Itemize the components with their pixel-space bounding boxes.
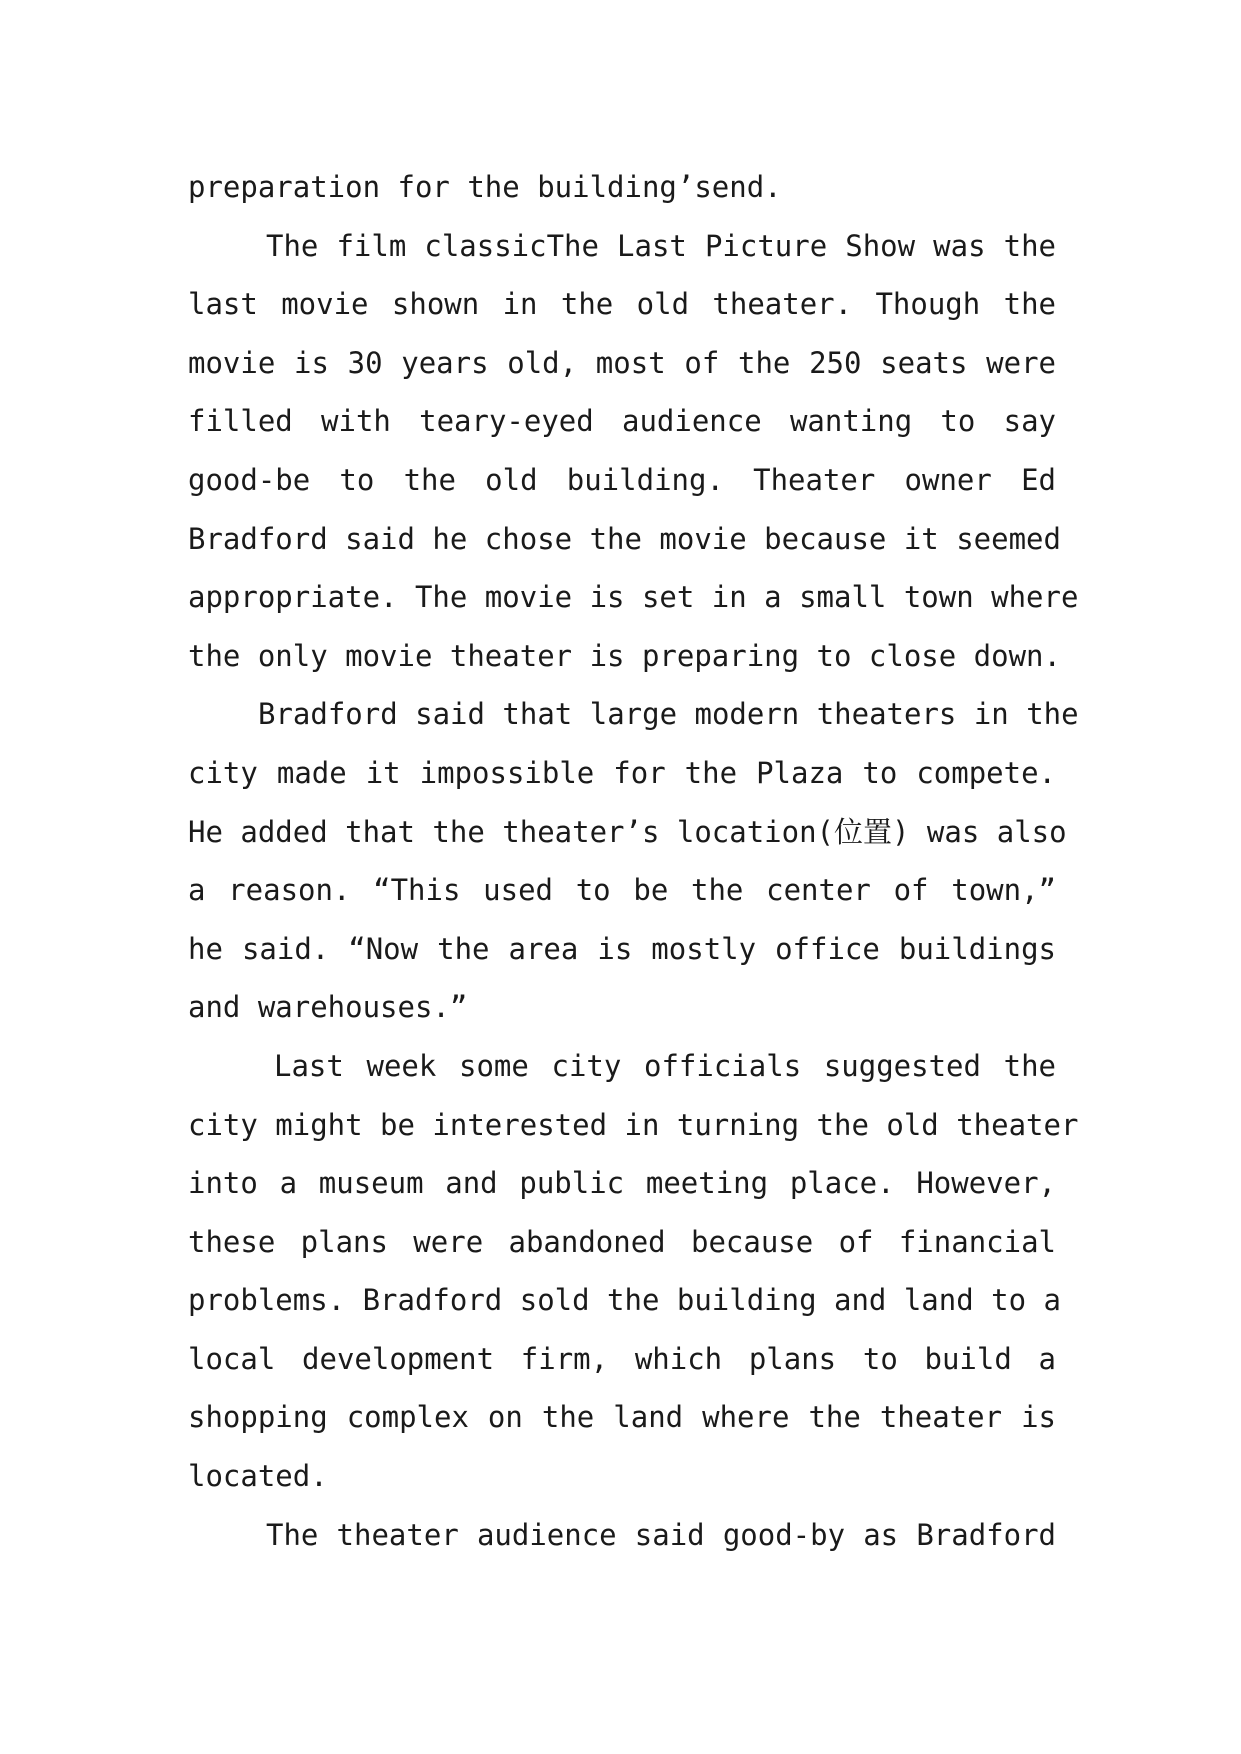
text-line: He added that the theater’s location(位置) was also [188, 814, 1067, 849]
paragraph-start-line: The theater audience said good-by as Bradford [266, 1517, 1056, 1552]
body-text [188, 158, 1079, 1564]
text-line: the only movie theater is preparing to close down. [188, 638, 1061, 673]
text-line: good-be to the old building. Theater owner Ed [188, 462, 1056, 497]
paragraph-start-line: Bradford said that large modern theaters in the [258, 697, 1079, 732]
text-line: local development firm, which plans to build a [188, 1341, 1056, 1376]
text-line: shopping complex on the land where the theater is [188, 1400, 1056, 1435]
text-line: and warehouses.” [188, 990, 468, 1025]
paragraph-start-line: Last week some city officials suggested the [274, 1048, 1056, 1083]
text-line: located. [188, 1459, 328, 1494]
text-line: city might be interested in turning the old theater [188, 1107, 1079, 1142]
text-line: movie is 30 years old, most of the 250 seats were [188, 345, 1056, 380]
text-line: these plans were abandoned because of financial [188, 1224, 1056, 1259]
paragraph-start-line: The film classicThe Last Picture Show was the [266, 228, 1056, 263]
text-line: filled with teary-eyed audience wanting to say [188, 404, 1056, 439]
text-line: preparation for the building’send. [188, 170, 782, 204]
text-line: appropriate. The movie is set in a small town where [188, 580, 1079, 615]
text-line: last movie shown in the old theater. Though the [188, 287, 1056, 322]
text-line: he said. “Now the area is mostly office buildings [188, 931, 1056, 966]
text-line: city made it impossible for the Plaza to compete. [188, 755, 1056, 790]
text-line: problems. Bradford sold the building and land to a [188, 1283, 1061, 1318]
text-line: Bradford said he chose the movie because it seemed [188, 521, 1061, 556]
text-line: into a museum and public meeting place. However, [188, 1166, 1056, 1201]
text-line: a reason. “This used to be the center of town,” [188, 873, 1056, 908]
